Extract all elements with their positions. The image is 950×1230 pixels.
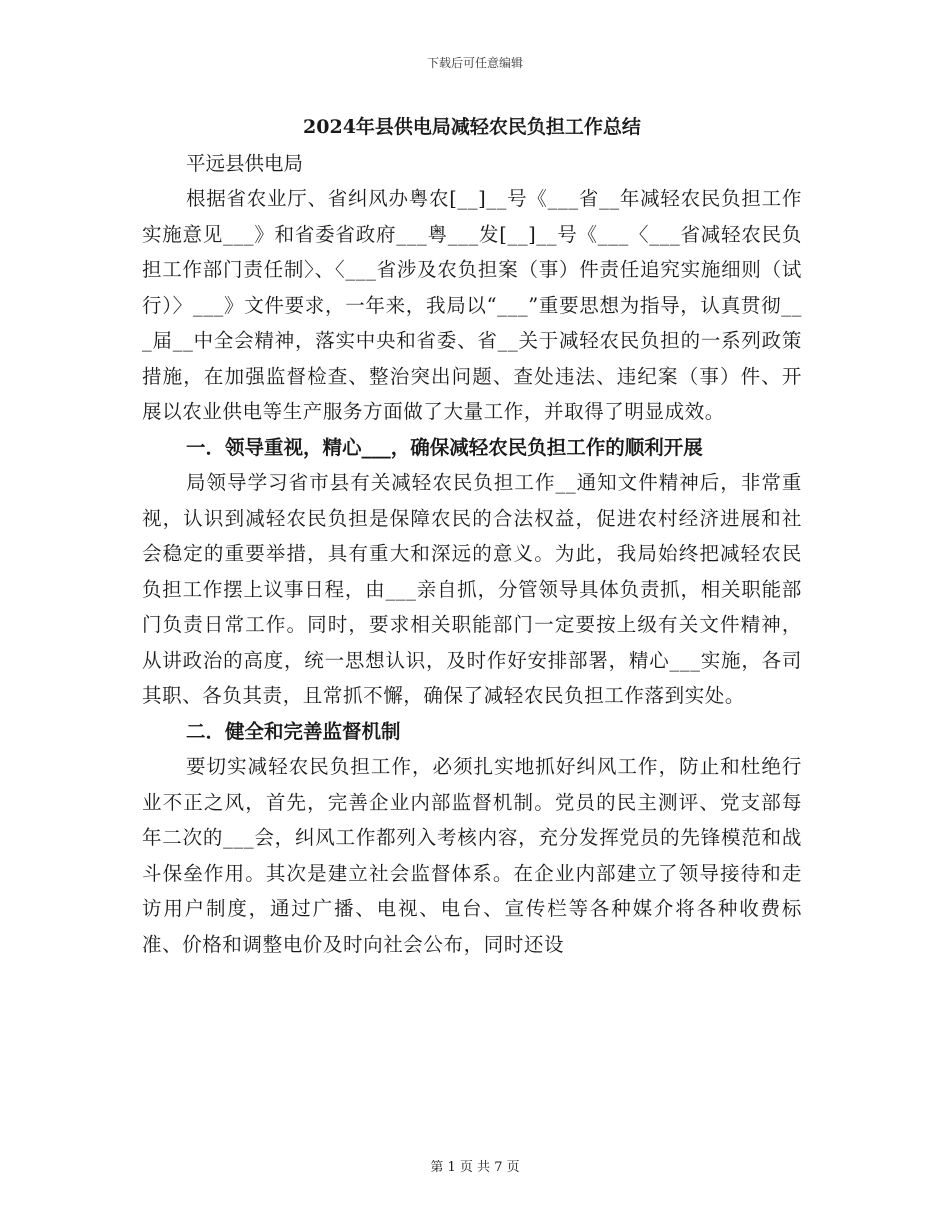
section-body-1: 局领导学习省市县有关减轻农民负担工作__通知文件精神后，非常重视，认识到减轻农民负担是保障农民的合法权益，促进农村经济进展和社会稳定的重要举措，具有重大和深远的意义。为此，我局始终把减轻农民负担工作摆上议事日程，由___亲自抓，分管领导具体负责抓，相关职能部门负责日常工作。同时，要求相关职能部门一定要按上级有关文件精神，从讲政治的高度，统一思想认识，及时作好安排部署，精心___实施，各司其职、各负其责，且常抓不懈，确保了减轻农民负担工作落到实处。 bbox=[142, 471, 802, 707]
organization-name: 平远县供电局 bbox=[186, 152, 304, 175]
page-footer-number: 第 1 页 共 7 页 bbox=[430, 1160, 520, 1175]
section-heading-1: 一．领导重视，精心___，确保减轻农民负担工作的顺利开展 bbox=[186, 435, 703, 459]
section-body-2: 要切实减轻农民负担工作，必须扎实地抓好纠风工作，防止和杜绝行业不正之风，首先，完善企业内部监督机制。党员的民主测评、党支部每年二次的___会，纠风工作都列入考核内容，充分发挥党员的先锋模范和战斗保垒作用。其次是建立社会监督体系。在企业内部建立了领导接待和走访用户制度，通过广播、电视、电台、宣传栏等各种媒介将各种收费标准、价格和调整电价及时向社会公布，同时还设 bbox=[142, 755, 802, 956]
section-heading-2: 二．健全和完善监督机制 bbox=[186, 719, 401, 743]
intro-paragraph: 根据省农业厅、省纠风办粤农[__]__号《___省__年减轻农民负担工作实施意见___》和省委省政府___粤___发[__]__号《___〈___省减轻农民负担工作部门责任制〉、〈___省涉及农负担案（事）件责任追究实施细则（试行）〉___》文件要求，一年来，我局以“___”重要思想为指导，认真贯彻___届__中全会精神，落实中央和省委、省__关于减轻农民负担的一系列政策措施，在加强监督检查、整治突出问题、查处违法、违纪案（事）件、开展以农业供电等生产服务方面做了大量工作，并取得了明显成效。 bbox=[142, 187, 802, 423]
document-content bbox=[142, 112, 802, 962]
page-header-note: 下载后可任意编辑 bbox=[426, 56, 523, 70]
document-title: 2024年县供电局减轻农民负担工作总结 bbox=[303, 116, 641, 138]
